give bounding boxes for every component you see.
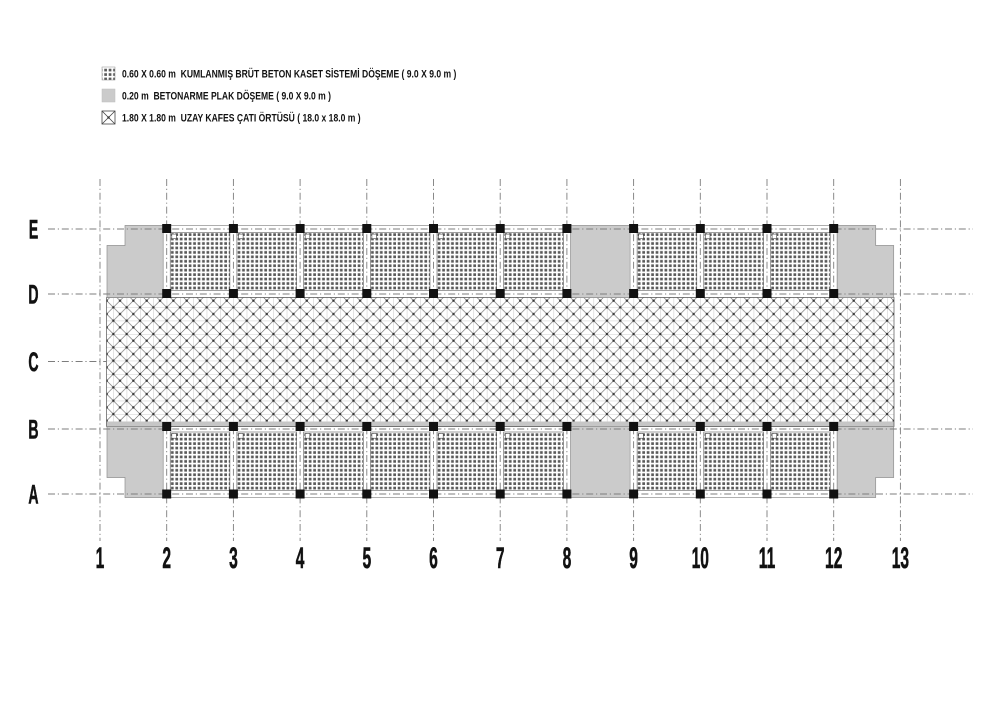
bay-corner-detail	[305, 434, 310, 439]
waffle-bay	[170, 432, 230, 491]
waffle-bay	[504, 432, 564, 491]
col-label-1: 1	[95, 541, 105, 576]
legend-swatch-uzay-icon	[102, 111, 115, 124]
bay-corner-detail	[639, 434, 644, 439]
column-marker	[229, 490, 238, 499]
column-marker	[162, 224, 171, 233]
waffle-bay	[304, 233, 364, 291]
column-marker	[562, 490, 571, 499]
column-marker	[829, 422, 838, 431]
column-marker	[763, 490, 772, 499]
bay-corner-detail	[239, 234, 244, 239]
waffle-bay	[170, 233, 230, 291]
legend-swatch-plak-icon	[102, 89, 115, 102]
bay-corner-detail	[505, 234, 510, 239]
col-label-4: 4	[295, 541, 305, 576]
column-marker	[296, 289, 305, 298]
col-label-9: 9	[629, 541, 638, 576]
waffle-bay	[437, 233, 497, 291]
waffle-bay	[704, 233, 764, 291]
row-label-D: D	[28, 279, 39, 310]
column-marker	[429, 422, 438, 431]
column-marker	[696, 289, 705, 298]
column-marker	[429, 224, 438, 233]
column-marker	[763, 422, 772, 431]
column-marker	[696, 422, 705, 431]
row-label-B: B	[28, 414, 39, 445]
column-axis-labels	[96, 542, 909, 576]
waffle-bay	[370, 432, 430, 491]
column-marker	[829, 289, 838, 298]
bay-corner-detail	[372, 234, 377, 239]
waffle-bay	[304, 432, 364, 491]
row-axis-labels	[28, 215, 38, 510]
column-marker	[829, 490, 838, 499]
end-plate-slab	[107, 427, 163, 498]
legend-label-plak: 0.20 m BETONARME PLAK DÖŞEME ( 9.0 X 9.0 m )	[122, 90, 332, 103]
waffle-bay	[771, 432, 831, 491]
plak-bay-slab	[570, 226, 630, 298]
column-marker	[162, 289, 171, 298]
plak-bay-slab	[570, 427, 630, 498]
column-marker	[696, 224, 705, 233]
column-marker	[763, 224, 772, 233]
column-marker	[496, 289, 505, 298]
row-label-A: A	[28, 479, 39, 510]
space-frame-roof-band	[107, 298, 895, 427]
column-marker	[562, 224, 571, 233]
legend-label-uzay: 1.80 X 1.80 m UZAY KAFES ÇATI ÖRTÜSÜ ( 18.0 x 18.0 m )	[122, 112, 361, 125]
column-marker	[629, 422, 638, 431]
bay-corner-detail	[705, 234, 710, 239]
column-marker	[763, 289, 772, 298]
bay-corner-detail	[505, 434, 510, 439]
column-marker	[296, 224, 305, 233]
column-marker	[629, 224, 638, 233]
column-marker	[162, 422, 171, 431]
col-label-11: 11	[758, 541, 776, 576]
waffle-bay	[437, 432, 497, 491]
bay-corner-detail	[305, 234, 310, 239]
col-label-7: 7	[495, 541, 505, 576]
column-marker	[629, 289, 638, 298]
row-label-E: E	[28, 214, 39, 245]
column-marker	[429, 289, 438, 298]
column-marker	[362, 490, 371, 499]
waffle-bay	[771, 233, 831, 291]
column-marker	[562, 289, 571, 298]
bay-corner-detail	[172, 234, 177, 239]
column-marker	[429, 490, 438, 499]
legend-swatch-kaset-icon	[102, 67, 115, 80]
column-marker	[829, 224, 838, 233]
column-marker	[229, 422, 238, 431]
column-marker	[296, 422, 305, 431]
column-marker	[229, 289, 238, 298]
col-label-8: 8	[562, 541, 572, 576]
end-plate-slab	[837, 226, 894, 298]
waffle-bay	[637, 233, 697, 291]
column-marker	[162, 490, 171, 499]
col-label-13: 13	[891, 541, 910, 576]
column-marker	[362, 422, 371, 431]
legend	[102, 67, 456, 125]
waffle-bay	[370, 233, 430, 291]
column-marker	[562, 422, 571, 431]
bay-corner-detail	[239, 434, 244, 439]
column-marker	[296, 490, 305, 499]
col-label-12: 12	[825, 541, 843, 576]
col-label-5: 5	[362, 541, 372, 576]
waffle-bay	[504, 233, 564, 291]
column-marker	[496, 224, 505, 233]
column-marker	[229, 224, 238, 233]
bay-corner-detail	[772, 234, 777, 239]
bay-corner-detail	[172, 434, 177, 439]
col-label-3: 3	[229, 541, 238, 576]
column-marker	[496, 422, 505, 431]
bay-corner-detail	[772, 434, 777, 439]
col-label-2: 2	[162, 541, 172, 576]
bay-corner-detail	[639, 234, 644, 239]
col-label-10: 10	[691, 541, 709, 576]
space-frame-pattern	[107, 298, 895, 422]
bay-corner-detail	[439, 434, 444, 439]
column-marker	[362, 224, 371, 233]
col-label-6: 6	[429, 541, 438, 576]
end-plate-slab	[107, 226, 163, 298]
column-marker	[496, 490, 505, 499]
bay-corner-detail	[439, 234, 444, 239]
waffle-bay	[704, 432, 764, 491]
waffle-bay	[237, 432, 297, 491]
end-plate-slab	[837, 427, 894, 498]
column-marker	[362, 289, 371, 298]
row-label-C: C	[28, 347, 39, 378]
waffle-bay	[637, 432, 697, 491]
waffle-bay	[237, 233, 297, 291]
legend-label-kaset: 0.60 X 0.60 m KUMLANMIŞ BRÜT BETON KASET SİSTEMİ DÖŞEME ( 9.0 X 9.0 m )	[122, 68, 457, 81]
column-marker	[629, 490, 638, 499]
bay-corner-detail	[372, 434, 377, 439]
bay-corner-detail	[705, 434, 710, 439]
column-marker	[696, 490, 705, 499]
